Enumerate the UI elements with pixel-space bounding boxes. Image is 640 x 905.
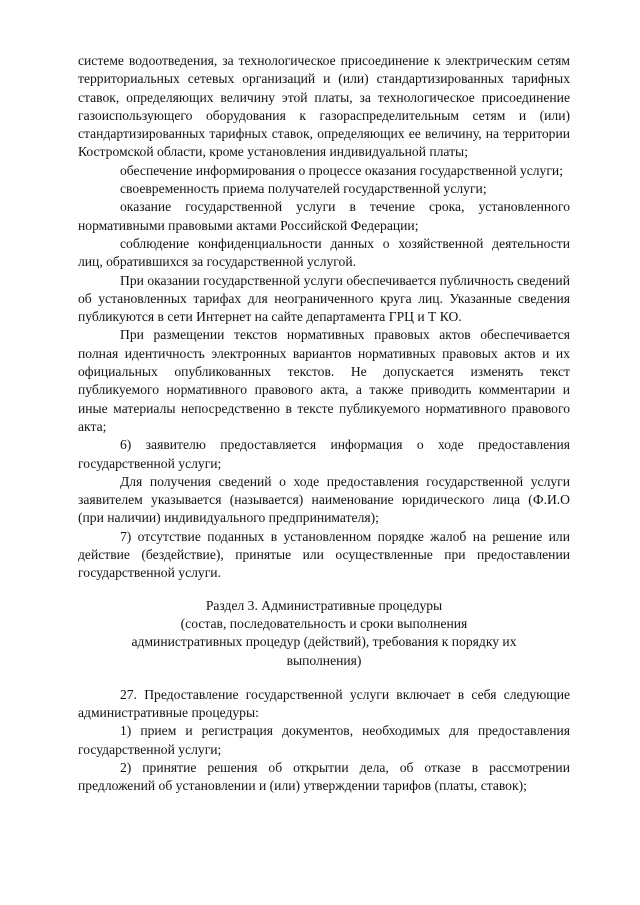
paragraph-service-term: оказание государственной услуги в течение срока, установленного нормативными правовыми актами Российской Федерации;: [78, 199, 570, 233]
section-heading: [78, 597, 570, 670]
section-subtitle-line-2: административных процедур (действий), требования к порядку их: [131, 634, 517, 650]
paragraph-continuation: системе водоотведения, за технологическое присоединение к электрическим сетям территориальных сетевых организаций и (или) стандартизированных тарифных ставок, определяющих величину этой платы, за технологическое присоединение газоиспользующего оборудования к газораспределительным сетям и (или) стандартизированных тарифных ставок, определяющих ее величину, на территории Костромской области, кроме установления индивидуальной платы;: [78, 53, 570, 160]
paragraph-status-info: Для получения сведений о ходе предоставления государственной услуги заявителем указывается (называется) наименование юридического лица (Ф.И.О (при наличии) индивидуального предпринимателя);: [78, 473, 570, 526]
paragraph-item-27: 27. Предоставление государственной услуги включает в себя следующие административные процедуры:: [78, 686, 570, 721]
paragraph-item-7: 7) отсутствие поданных в установленном порядке жалоб на решение или действие (бездействие), принятые или осуществленные при предоставлении государственной услуги.: [78, 528, 570, 581]
section-title: Раздел 3. Административные процедуры: [205, 597, 443, 613]
paragraph-item-6: 6) заявителю предоставляется информация о ходе предоставления государственной услуги;: [78, 437, 570, 471]
paragraph-informing: обеспечение информирования о процессе оказания государственной услуги;: [120, 162, 563, 178]
document-page: [78, 52, 570, 796]
paragraph-publication-identity: При размещении текстов нормативных правовых актов обеспечивается полная идентичность электронных вариантов нормативных правовых актов и их официальных опубликованных текстов. Не допускается изменять текст публикуемого нормативного правового акта, а также приводить комментарии и иные материалы непосредственно в тексте публикуемого нормативного правового акта;: [78, 327, 570, 434]
paragraph-timely-reception: своевременность приема получателей государственной услуги;: [120, 181, 487, 197]
paragraph-procedure-1: 1) прием и регистрация документов, необходимых для предоставления государственной услуги;: [78, 723, 570, 757]
paragraph-confidentiality: соблюдение конфиденциальности данных о хозяйственной деятельности лиц, обратившихся за государственной услугой.: [78, 235, 570, 270]
section-subtitle-line-1: (состав, последовательность и сроки выполнения: [180, 615, 468, 631]
section-subtitle-line-3: выполнения): [286, 652, 362, 668]
paragraph-procedure-2: 2) принятие решения об открытии дела, об отказе в рассмотрении предложений об установлении и (или) утверждении тарифов (платы, ставок);: [78, 759, 570, 794]
paragraph-publicity: При оказании государственной услуги обеспечивается публичность сведений об установленных тарифах для неограниченного круга лиц. Указанные сведения публикуются в сети Интернет на сайте департамента ГРЦ и Т КО.: [78, 272, 570, 325]
